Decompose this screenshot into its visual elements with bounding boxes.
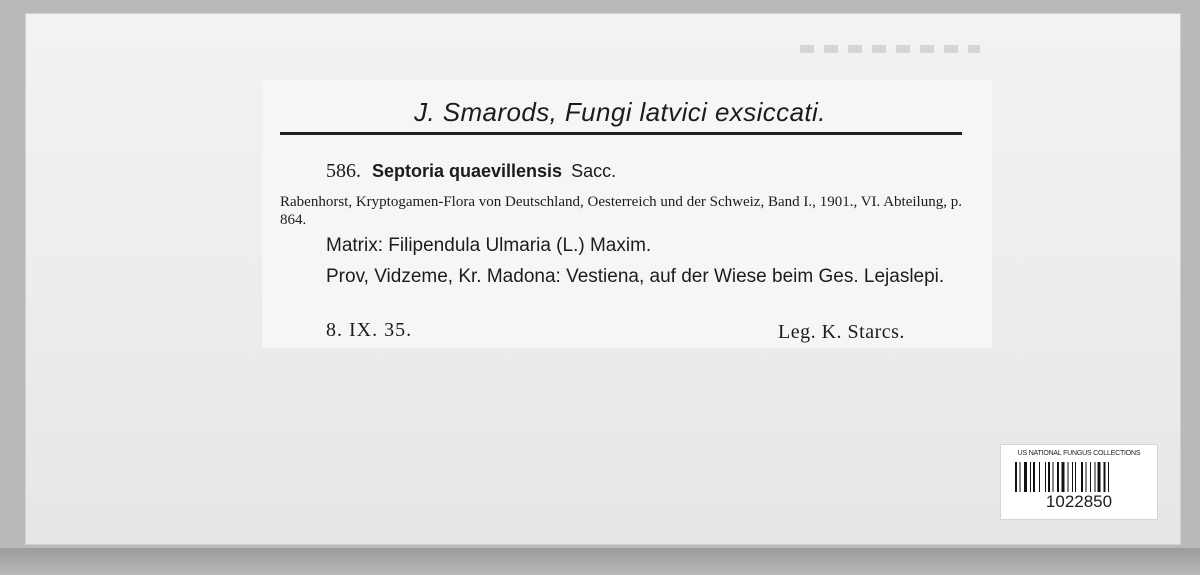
barcode-number: 1022850 [1045, 492, 1113, 511]
faint-stamp-mark [800, 45, 980, 53]
species-author: Sacc. [571, 161, 617, 181]
label-title: J. Smarods, Fungi latvici exsiccati. [414, 97, 826, 127]
species-name: Septoria quaevillensis [372, 161, 563, 181]
barcode-icon [1015, 462, 1143, 492]
barcode-label [1000, 444, 1158, 520]
entry-number: 586. [326, 160, 361, 182]
collector: Leg. K. Starcs. [778, 321, 905, 343]
literature-reference: Rabenhorst, Kryptogamen-Flora von Deutschland, Oesterreich und der Schweiz, Band I., 1901., VI. Abteilung, p. 864. [280, 194, 962, 228]
collection-date: 8. IX. 35. [326, 319, 413, 341]
sheet-edge [0, 548, 1200, 575]
host-matrix: Matrix: Filipendula Ulmaria (L.) Maxim. [326, 235, 652, 256]
barcode-heading: US NATIONAL FUNGUS COLLECTIONS [1017, 450, 1141, 457]
collection-locality: Prov, Vidzeme, Kr. Madona: Vestiena, auf der Wiese beim Ges. Lejaslepi. [326, 266, 945, 287]
title-rule [280, 132, 962, 135]
specimen-entry [326, 160, 616, 183]
